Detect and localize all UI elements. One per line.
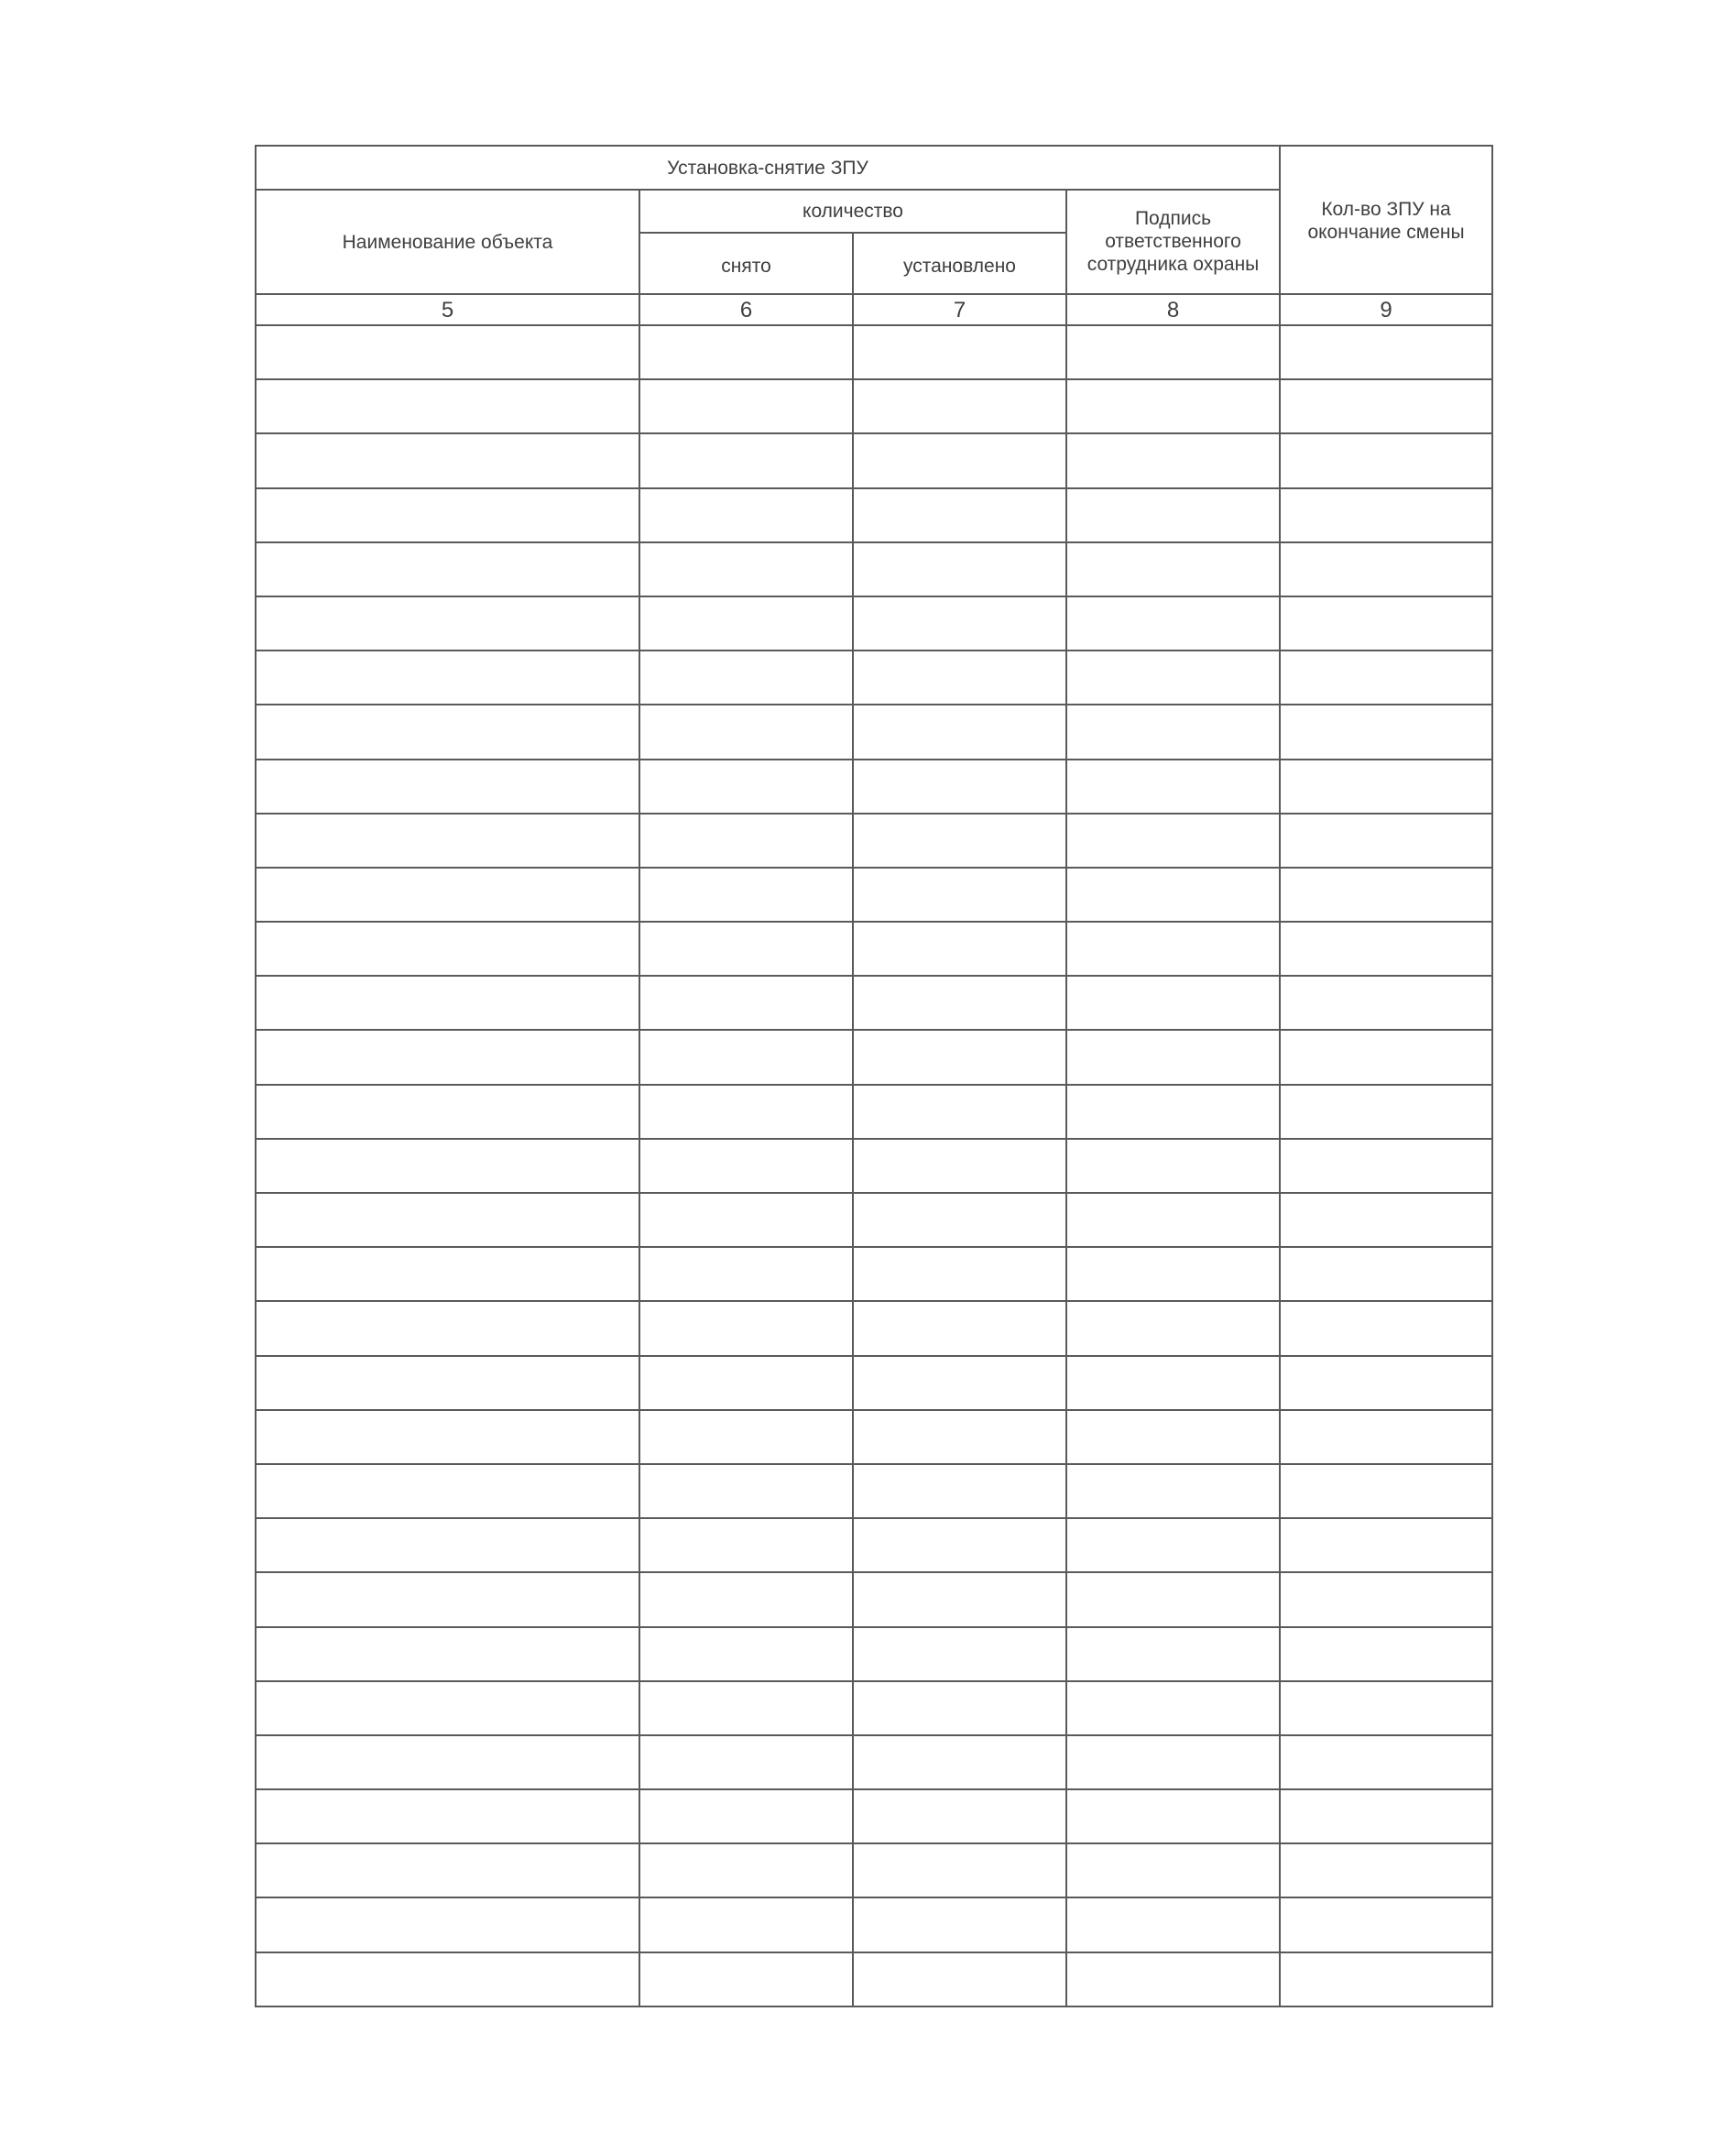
signature-cell[interactable] (1066, 1193, 1280, 1247)
table-row (256, 379, 1492, 433)
object-name-cell[interactable] (256, 542, 639, 596)
removed-cell[interactable] (639, 596, 853, 651)
table-row (256, 433, 1492, 487)
end-of-shift-count-cell[interactable] (1280, 1464, 1492, 1518)
removed-cell[interactable] (639, 1247, 853, 1301)
removed-cell[interactable] (639, 433, 853, 487)
end-of-shift-count-cell[interactable] (1280, 1085, 1492, 1139)
object-name-cell[interactable] (256, 1518, 639, 1572)
end-of-shift-count-cell[interactable] (1280, 433, 1492, 487)
installed-cell[interactable] (853, 1735, 1066, 1789)
installed-cell[interactable] (853, 1572, 1066, 1626)
installed-cell[interactable] (853, 1627, 1066, 1681)
end-of-shift-count-cell[interactable] (1280, 1247, 1492, 1301)
installed-cell[interactable] (853, 1193, 1066, 1247)
end-of-shift-count-cell[interactable] (1280, 1735, 1492, 1789)
installed-cell[interactable] (853, 760, 1066, 814)
installed-cell[interactable] (853, 1030, 1066, 1084)
removed-cell[interactable] (639, 922, 853, 976)
removed-cell[interactable] (639, 1843, 853, 1897)
end-of-shift-count-cell[interactable] (1280, 542, 1492, 596)
object-name-cell[interactable] (256, 705, 639, 759)
end-of-shift-count-header (1280, 146, 1492, 294)
object-name-cell[interactable] (256, 1356, 639, 1410)
end-of-shift-count-cell[interactable] (1280, 596, 1492, 651)
end-of-shift-count-cell[interactable] (1280, 814, 1492, 868)
signature-cell[interactable] (1066, 1030, 1280, 1084)
table-row (256, 1193, 1492, 1247)
table-row (256, 488, 1492, 542)
removed-cell[interactable] (639, 1789, 853, 1843)
object-name-cell[interactable] (256, 1627, 639, 1681)
signature-cell[interactable] (1066, 868, 1280, 922)
removed-cell[interactable] (639, 1356, 853, 1410)
signature-cell[interactable] (1066, 814, 1280, 868)
object-name-cell[interactable] (256, 1030, 639, 1084)
table-row (256, 596, 1492, 651)
signature-cell[interactable] (1066, 1843, 1280, 1897)
end-of-shift-count-cell[interactable] (1280, 488, 1492, 542)
table-row (256, 1952, 1492, 2006)
signature-cell[interactable] (1066, 542, 1280, 596)
table-row (256, 542, 1492, 596)
end-of-shift-count-cell[interactable] (1280, 1139, 1492, 1193)
installed-cell[interactable] (853, 1789, 1066, 1843)
table-row (256, 814, 1492, 868)
signature-cell[interactable] (1066, 976, 1280, 1030)
object-name-cell[interactable] (256, 868, 639, 922)
object-name-cell[interactable] (256, 922, 639, 976)
installed-cell[interactable] (853, 922, 1066, 976)
installed-cell[interactable] (853, 1843, 1066, 1897)
installed-cell[interactable] (853, 488, 1066, 542)
installed-cell[interactable] (853, 814, 1066, 868)
removed-cell[interactable] (639, 488, 853, 542)
end-of-shift-count-cell[interactable] (1280, 1410, 1492, 1464)
object-name-cell[interactable] (256, 1572, 639, 1626)
removed-cell[interactable] (639, 1681, 853, 1735)
installed-cell[interactable] (853, 1464, 1066, 1518)
table-row (256, 1843, 1492, 1897)
table-row (256, 705, 1492, 759)
object-name-cell[interactable] (256, 1735, 639, 1789)
removed-cell[interactable] (639, 1518, 853, 1572)
removed-cell[interactable] (639, 705, 853, 759)
object-name-cell[interactable] (256, 1410, 639, 1464)
object-name-cell[interactable] (256, 1139, 639, 1193)
end-of-shift-count-label: Кол-во ЗПУ на окончание смены (1307, 199, 1465, 243)
table-row (256, 1627, 1492, 1681)
object-name-cell[interactable] (256, 488, 639, 542)
signature-cell[interactable] (1066, 1572, 1280, 1626)
signature-cell[interactable] (1066, 1139, 1280, 1193)
installed-cell[interactable] (853, 433, 1066, 487)
object-name-cell[interactable] (256, 1789, 639, 1843)
signature-cell[interactable] (1066, 1789, 1280, 1843)
removed-cell[interactable] (639, 814, 853, 868)
object-name-cell[interactable] (256, 1843, 639, 1897)
signature-cell[interactable] (1066, 325, 1280, 379)
end-of-shift-count-cell[interactable] (1280, 1301, 1492, 1355)
installed-cell[interactable] (853, 1410, 1066, 1464)
object-name-cell[interactable] (256, 651, 639, 705)
removed-cell[interactable] (639, 542, 853, 596)
removed-cell[interactable] (639, 1735, 853, 1789)
end-of-shift-count-cell[interactable] (1280, 379, 1492, 433)
end-of-shift-count-cell[interactable] (1280, 1681, 1492, 1735)
signature-cell[interactable] (1066, 1464, 1280, 1518)
object-name-cell[interactable] (256, 814, 639, 868)
end-of-shift-count-cell[interactable] (1280, 1356, 1492, 1410)
installed-cell[interactable] (853, 1952, 1066, 2006)
signature-cell[interactable] (1066, 1681, 1280, 1735)
object-name-cell[interactable] (256, 760, 639, 814)
end-of-shift-count-cell[interactable] (1280, 1193, 1492, 1247)
table-row (256, 1139, 1492, 1193)
installed-cell[interactable] (853, 1139, 1066, 1193)
end-of-shift-count-cell[interactable] (1280, 922, 1492, 976)
removed-cell[interactable] (639, 379, 853, 433)
signature-cell[interactable] (1066, 1410, 1280, 1464)
end-of-shift-count-cell[interactable] (1280, 1843, 1492, 1897)
removed-cell[interactable] (639, 1030, 853, 1084)
object-name-header (256, 190, 639, 294)
end-of-shift-count-cell[interactable] (1280, 1789, 1492, 1843)
installed-cell[interactable] (853, 379, 1066, 433)
signature-cell[interactable] (1066, 651, 1280, 705)
column-number: 5 (256, 294, 639, 325)
end-of-shift-count-cell[interactable] (1280, 1572, 1492, 1626)
end-of-shift-count-cell[interactable] (1280, 1030, 1492, 1084)
object-name-cell[interactable] (256, 1952, 639, 2006)
signature-label: Подпись ответственного сотрудника охраны (1086, 208, 1260, 275)
table-row (256, 1518, 1492, 1572)
table-row (256, 922, 1492, 976)
table-row (256, 1464, 1492, 1518)
table-row (256, 325, 1492, 379)
signature-cell[interactable] (1066, 379, 1280, 433)
end-of-shift-count-cell[interactable] (1280, 1518, 1492, 1572)
removed-cell[interactable] (639, 1627, 853, 1681)
table-row (256, 1356, 1492, 1410)
table-row (256, 1301, 1492, 1355)
object-name-cell[interactable] (256, 1085, 639, 1139)
object-name-cell[interactable] (256, 976, 639, 1030)
signature-cell[interactable] (1066, 1085, 1280, 1139)
table-row (256, 1085, 1492, 1139)
object-name-cell[interactable] (256, 379, 639, 433)
installed-cell[interactable] (853, 542, 1066, 596)
removed-cell[interactable] (639, 1139, 853, 1193)
header-row-group (256, 146, 1492, 190)
object-name-cell[interactable] (256, 1897, 639, 1952)
installed-header (853, 233, 1066, 294)
table-row (256, 1572, 1492, 1626)
installed-cell[interactable] (853, 1356, 1066, 1410)
object-name-cell[interactable] (256, 1301, 639, 1355)
end-of-shift-count-cell[interactable] (1280, 1627, 1492, 1681)
table-row (256, 976, 1492, 1030)
object-name-cell[interactable] (256, 433, 639, 487)
object-name-cell[interactable] (256, 325, 639, 379)
end-of-shift-count-cell[interactable] (1280, 1952, 1492, 2006)
installed-cell[interactable] (853, 651, 1066, 705)
end-of-shift-count-cell[interactable] (1280, 705, 1492, 759)
zpu-log-table (255, 145, 1493, 2007)
end-of-shift-count-cell[interactable] (1280, 760, 1492, 814)
signature-cell[interactable] (1066, 1627, 1280, 1681)
end-of-shift-count-cell[interactable] (1280, 868, 1492, 922)
table-row (256, 651, 1492, 705)
signature-cell[interactable] (1066, 433, 1280, 487)
table-row (256, 760, 1492, 814)
signature-cell[interactable] (1066, 1247, 1280, 1301)
column-number-row (256, 294, 1492, 325)
column-number: 8 (1066, 294, 1280, 325)
removed-cell[interactable] (639, 325, 853, 379)
object-name-cell[interactable] (256, 1464, 639, 1518)
installed-cell[interactable] (853, 868, 1066, 922)
removed-cell[interactable] (639, 651, 853, 705)
table-row (256, 868, 1492, 922)
removed-cell[interactable] (639, 1897, 853, 1952)
installed-cell[interactable] (853, 705, 1066, 759)
installed-cell[interactable] (853, 976, 1066, 1030)
removed-header (639, 233, 853, 294)
group-title-cell (256, 146, 1280, 190)
signature-cell[interactable] (1066, 1952, 1280, 2006)
removed-cell[interactable] (639, 1193, 853, 1247)
removed-cell[interactable] (639, 760, 853, 814)
end-of-shift-count-cell[interactable] (1280, 651, 1492, 705)
column-number: 6 (639, 294, 853, 325)
object-name-cell[interactable] (256, 1681, 639, 1735)
removed-cell[interactable] (639, 976, 853, 1030)
removed-cell[interactable] (639, 1952, 853, 2006)
signature-cell[interactable] (1066, 596, 1280, 651)
signature-cell[interactable] (1066, 922, 1280, 976)
removed-cell[interactable] (639, 1410, 853, 1464)
table-row (256, 1897, 1492, 1952)
removed-cell[interactable] (639, 1464, 853, 1518)
installed-cell[interactable] (853, 1085, 1066, 1139)
signature-cell[interactable] (1066, 1735, 1280, 1789)
object-name-cell[interactable] (256, 1247, 639, 1301)
table-row (256, 1030, 1492, 1084)
signature-cell[interactable] (1066, 488, 1280, 542)
quantity-label: количество (802, 201, 903, 222)
signature-cell[interactable] (1066, 1301, 1280, 1355)
installed-cell[interactable] (853, 596, 1066, 651)
end-of-shift-count-cell[interactable] (1280, 976, 1492, 1030)
removed-cell[interactable] (639, 1572, 853, 1626)
object-name-cell[interactable] (256, 1193, 639, 1247)
installed-cell[interactable] (853, 325, 1066, 379)
column-number: 7 (853, 294, 1066, 325)
table-row (256, 1681, 1492, 1735)
table-row (256, 1735, 1492, 1789)
group-title: Установка-снятие ЗПУ (667, 157, 868, 179)
signature-cell[interactable] (1066, 705, 1280, 759)
table-row (256, 1410, 1492, 1464)
object-name-label: Наименование объекта (342, 231, 553, 253)
end-of-shift-count-cell[interactable] (1280, 1897, 1492, 1952)
removed-cell[interactable] (639, 868, 853, 922)
installed-cell[interactable] (853, 1301, 1066, 1355)
signature-cell[interactable] (1066, 1356, 1280, 1410)
installed-cell[interactable] (853, 1897, 1066, 1952)
removed-label: снято (721, 256, 771, 277)
removed-cell[interactable] (639, 1085, 853, 1139)
signature-cell[interactable] (1066, 1897, 1280, 1952)
end-of-shift-count-cell[interactable] (1280, 325, 1492, 379)
object-name-cell[interactable] (256, 596, 639, 651)
table-row (256, 1789, 1492, 1843)
installed-cell[interactable] (853, 1247, 1066, 1301)
signature-cell[interactable] (1066, 760, 1280, 814)
installed-cell[interactable] (853, 1681, 1066, 1735)
installed-label: установлено (903, 256, 1016, 277)
table-row (256, 1247, 1492, 1301)
signature-cell[interactable] (1066, 1518, 1280, 1572)
signature-header (1066, 190, 1280, 294)
removed-cell[interactable] (639, 1301, 853, 1355)
quantity-header (639, 190, 1066, 233)
column-number: 9 (1280, 294, 1492, 325)
installed-cell[interactable] (853, 1518, 1066, 1572)
